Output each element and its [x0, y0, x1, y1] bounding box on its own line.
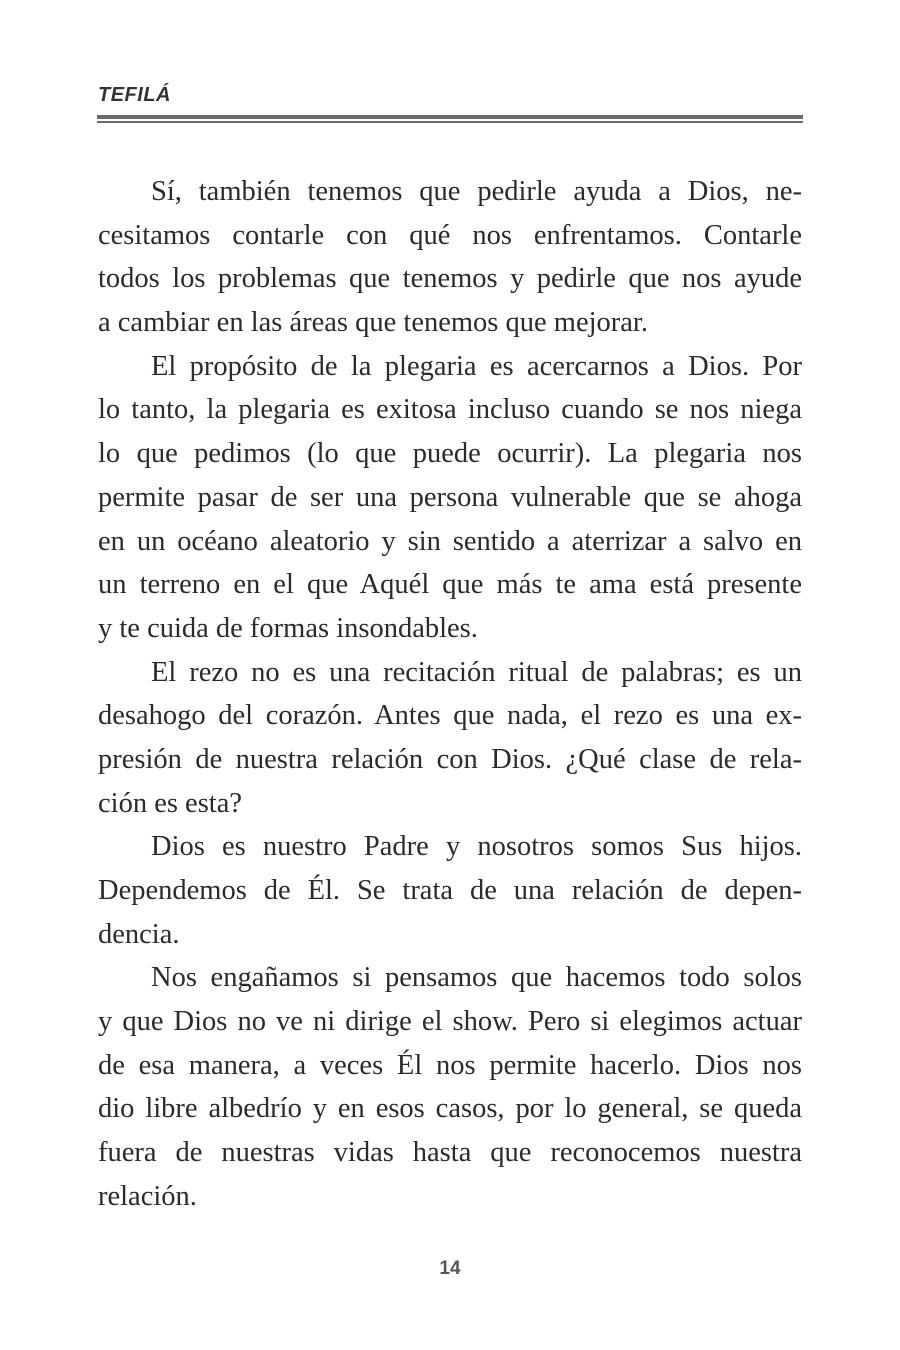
paragraph	[98, 345, 802, 651]
page-number: 14	[439, 1258, 461, 1279]
text-line: lo que pedimos (lo que puede ocurrir). La plegaria nos	[98, 438, 802, 470]
text-line: todos los problemas que tenemos y pedirle que nos ayude	[98, 263, 802, 295]
text-line: relación.	[98, 1180, 197, 1212]
text-line: y que Dios no ve ni dirige el show. Pero si elegimos actuar	[98, 1006, 802, 1038]
text-line: permite pasar de ser una persona vulnerable que se ahoga	[98, 481, 802, 513]
text-line: dio libre albedrío y en esos casos, por lo general, se queda	[98, 1093, 802, 1125]
text-line: cesitamos contarle con qué nos enfrentamos. Contarle	[98, 219, 802, 251]
running-header-title: TEFILÁ	[98, 84, 171, 106]
text-line: El rezo no es una recitación ritual de palabras; es un	[151, 656, 802, 688]
text-line: a cambiar en las áreas que tenemos que mejorar.	[98, 307, 648, 339]
paragraph	[98, 825, 802, 956]
text-line: Sí, también tenemos que pedirle ayuda a Dios, ne-	[151, 176, 802, 207]
text-line: El propósito de la plegaria es acercarnos a Dios. Por	[151, 350, 802, 382]
text-line: desahogo del corazón. Antes que nada, el rezo es una ex-	[98, 700, 802, 732]
paragraph	[98, 170, 802, 345]
text-line: y te cuida de formas insondables.	[98, 612, 478, 644]
text-line: de esa manera, a veces Él nos permite hacerlo. Dios nos	[98, 1049, 802, 1081]
header-rule-thick	[97, 115, 803, 119]
header-rule-thin	[97, 121, 803, 123]
text-line: lo tanto, la plegaria es exitosa incluso cuando se nos niega	[98, 394, 802, 426]
text-line: fuera de nuestras vidas hasta que reconocemos nuestra	[98, 1137, 802, 1169]
text-line: un terreno en el que Aquél que más te ama está presente	[98, 569, 802, 601]
text-line: Dios es nuestro Padre y nosotros somos Sus hijos.	[151, 831, 802, 863]
text-line: dencia.	[98, 918, 180, 950]
text-line: presión de nuestra relación con Dios. ¿Qué clase de rela-	[98, 743, 802, 775]
text-line: Nos engañamos si pensamos que hacemos todo solos	[151, 962, 802, 994]
text-line: Dependemos de Él. Se trata de una relación de depen-	[98, 875, 802, 906]
body-text	[98, 170, 802, 1219]
paragraph	[98, 651, 802, 826]
text-line: en un océano aleatorio y sin sentido a aterrizar a salvo en	[98, 525, 802, 557]
paragraph	[98, 956, 802, 1218]
text-line: ción es esta?	[98, 787, 243, 819]
